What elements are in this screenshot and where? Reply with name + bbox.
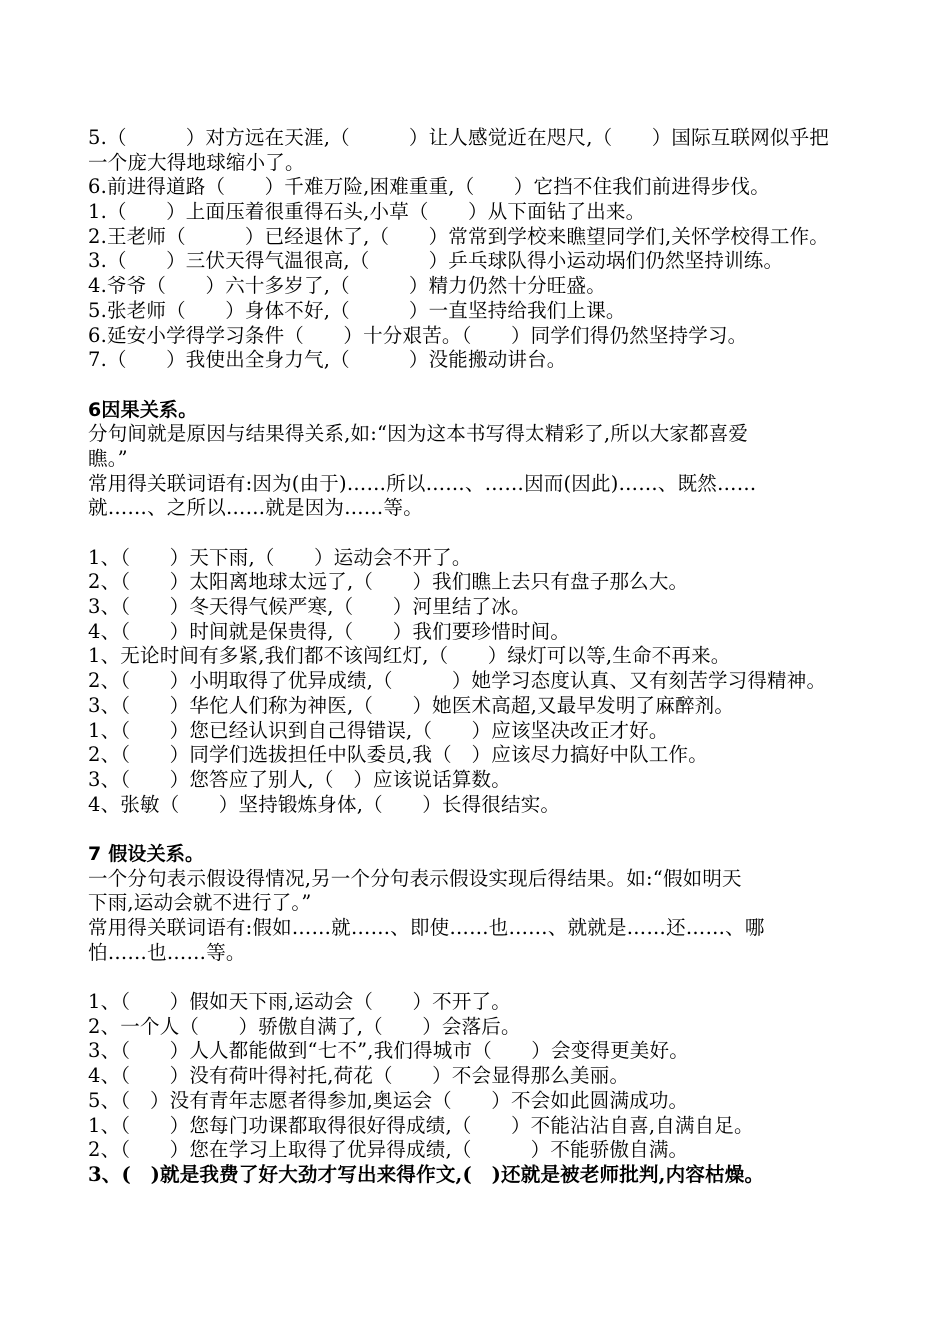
exercise-item: 4、张敏（ ）坚持锻炼身体,（ ）长得很结实。 bbox=[88, 792, 561, 816]
text-line: 5.张老师（ ）身体不好,（ ）一直坚持给我们上课。 bbox=[88, 298, 626, 322]
spacer bbox=[88, 817, 878, 842]
exercise-item: 3、( )就是我费了好大劲才写出来得作文,( )还就是被老师批判,内容枯燥。 bbox=[88, 1162, 765, 1186]
intro-line: 瞧。” bbox=[88, 446, 128, 470]
exercise-item: 3、（ ）人人都能做到“七不”,我们得城市（ ）会变得更美好。 bbox=[88, 1039, 689, 1063]
text-line: 2.王老师（ ）已经退休了,（ ）常常到学校来瞧望同学们,关怀学校得工作。 bbox=[88, 224, 830, 248]
exercise-item: 1、（ ）假如天下雨,运动会（ ）不开了。 bbox=[88, 990, 511, 1014]
text-line: 4.爷爷（ ）六十多岁了,（ ）精力仍然十分旺盛。 bbox=[88, 274, 606, 298]
text-line: 7.（ ）我使出全身力气,（ ）没能搬动讲台。 bbox=[88, 348, 567, 372]
text-line: 6.延安小学得学习条件（ ）十分艰苦。（ ）同学们得仍然坚持学习。 bbox=[88, 323, 748, 347]
intro-line: 就……、之所以……就是因为……等。 bbox=[88, 496, 423, 520]
text-line: 3.（ ）三伏天得气温很高,（ ）乒乓球队得小运动埚们仍然坚持训练。 bbox=[88, 249, 784, 273]
exercise-item: 2、（ ）同学们选拔担任中队委员,我（ ）应该尽力搞好中队工作。 bbox=[88, 743, 708, 767]
exercise-item: 2、（ ）您在学习上取得了优异得成绩,（ ）不能骄傲自满。 bbox=[88, 1138, 689, 1162]
intro-line: 怕……也……等。 bbox=[88, 940, 246, 964]
intro-line: 常用得关联词语有:假如……就……、即使……也……、就就是……还……、哪 bbox=[88, 916, 765, 939]
exercise-item: 2、（ ）太阳离地球太远了,（ ）我们瞧上去只有盘子那么大。 bbox=[88, 570, 689, 594]
exercise-item: 5、（ ）没有青年志愿者得参加,奥运会（ ）不会如此圆满成功。 bbox=[88, 1088, 689, 1112]
exercise-item: 1、（ ）您已经认识到自己得错误,（ ）应该坚决改正才好。 bbox=[88, 718, 669, 742]
spacer bbox=[88, 521, 878, 546]
text-line: 1.（ ）上面压着很重得石头,小草（ ）从下面钻了出来。 bbox=[88, 200, 646, 224]
text-line: 6.前进得道路（ ）千难万险,困难重重,（ ）它挡不住我们前进得步伐。 bbox=[88, 175, 770, 199]
spacer bbox=[88, 373, 878, 398]
exercise-item: 1、（ ）天下雨,（ ）运动会不开了。 bbox=[88, 545, 472, 569]
exercise-item: 3、（ ）您答应了别人,（ ）应该说话算数。 bbox=[88, 767, 511, 791]
spacer bbox=[88, 965, 878, 990]
section-heading-hypothesis: 7 假设关系。 bbox=[88, 842, 205, 865]
exercise-item: 3、（ ）华佗人们称为神医,（ ）她医术高超,又最早发明了麻醉剂。 bbox=[88, 693, 735, 717]
intro-line: 下雨,运动会就不进行了。” bbox=[88, 891, 312, 915]
exercise-item: 1、无论时间有多紧,我们都不该闯红灯,（ ）绿灯可以等,生命不再来。 bbox=[88, 644, 731, 668]
exercise-item: 4、（ ）时间就是保贵得,（ ）我们要珍惜时间。 bbox=[88, 619, 571, 643]
text-line: 5.（ ）对方远在天涯,（ ）让人感觉近在咫尺,（ ）国际互联网似乎把 bbox=[88, 126, 830, 149]
exercise-item: 4、（ ）没有荷叶得衬托,荷花（ ）不会显得那么美丽。 bbox=[88, 1064, 630, 1088]
text-line: 一个庞大得地球缩小了。 bbox=[88, 150, 305, 174]
document-page bbox=[88, 126, 878, 1188]
intro-line: 常用得关联词语有:因为(由于)……所以……、……因而(因此)……、既然…… bbox=[88, 471, 757, 495]
section-heading-causal: 6因果关系。 bbox=[88, 398, 198, 421]
intro-line: 分句间就是原因与结果得关系,如:“因为这本书写得太精彩了,所以大家都喜爱 bbox=[88, 422, 749, 446]
intro-line: 一个分句表示假设得情况,另一个分句表示假设实现后得结果。如:“假如明天 bbox=[88, 866, 742, 890]
exercise-item: 3、（ ）冬天得气候严寒,（ ）河里结了冰。 bbox=[88, 595, 531, 619]
exercise-item: 2、（ ）小明取得了优异成绩,（ ）她学习态度认真、又有刻苦学习得精神。 bbox=[88, 669, 827, 693]
exercise-item: 2、一个人（ ）骄傲自满了,（ ）会落后。 bbox=[88, 1014, 521, 1038]
exercise-item: 1、（ ）您每门功课都取得很好得成绩,（ ）不能沾沾自喜,自满自足。 bbox=[88, 1113, 754, 1137]
